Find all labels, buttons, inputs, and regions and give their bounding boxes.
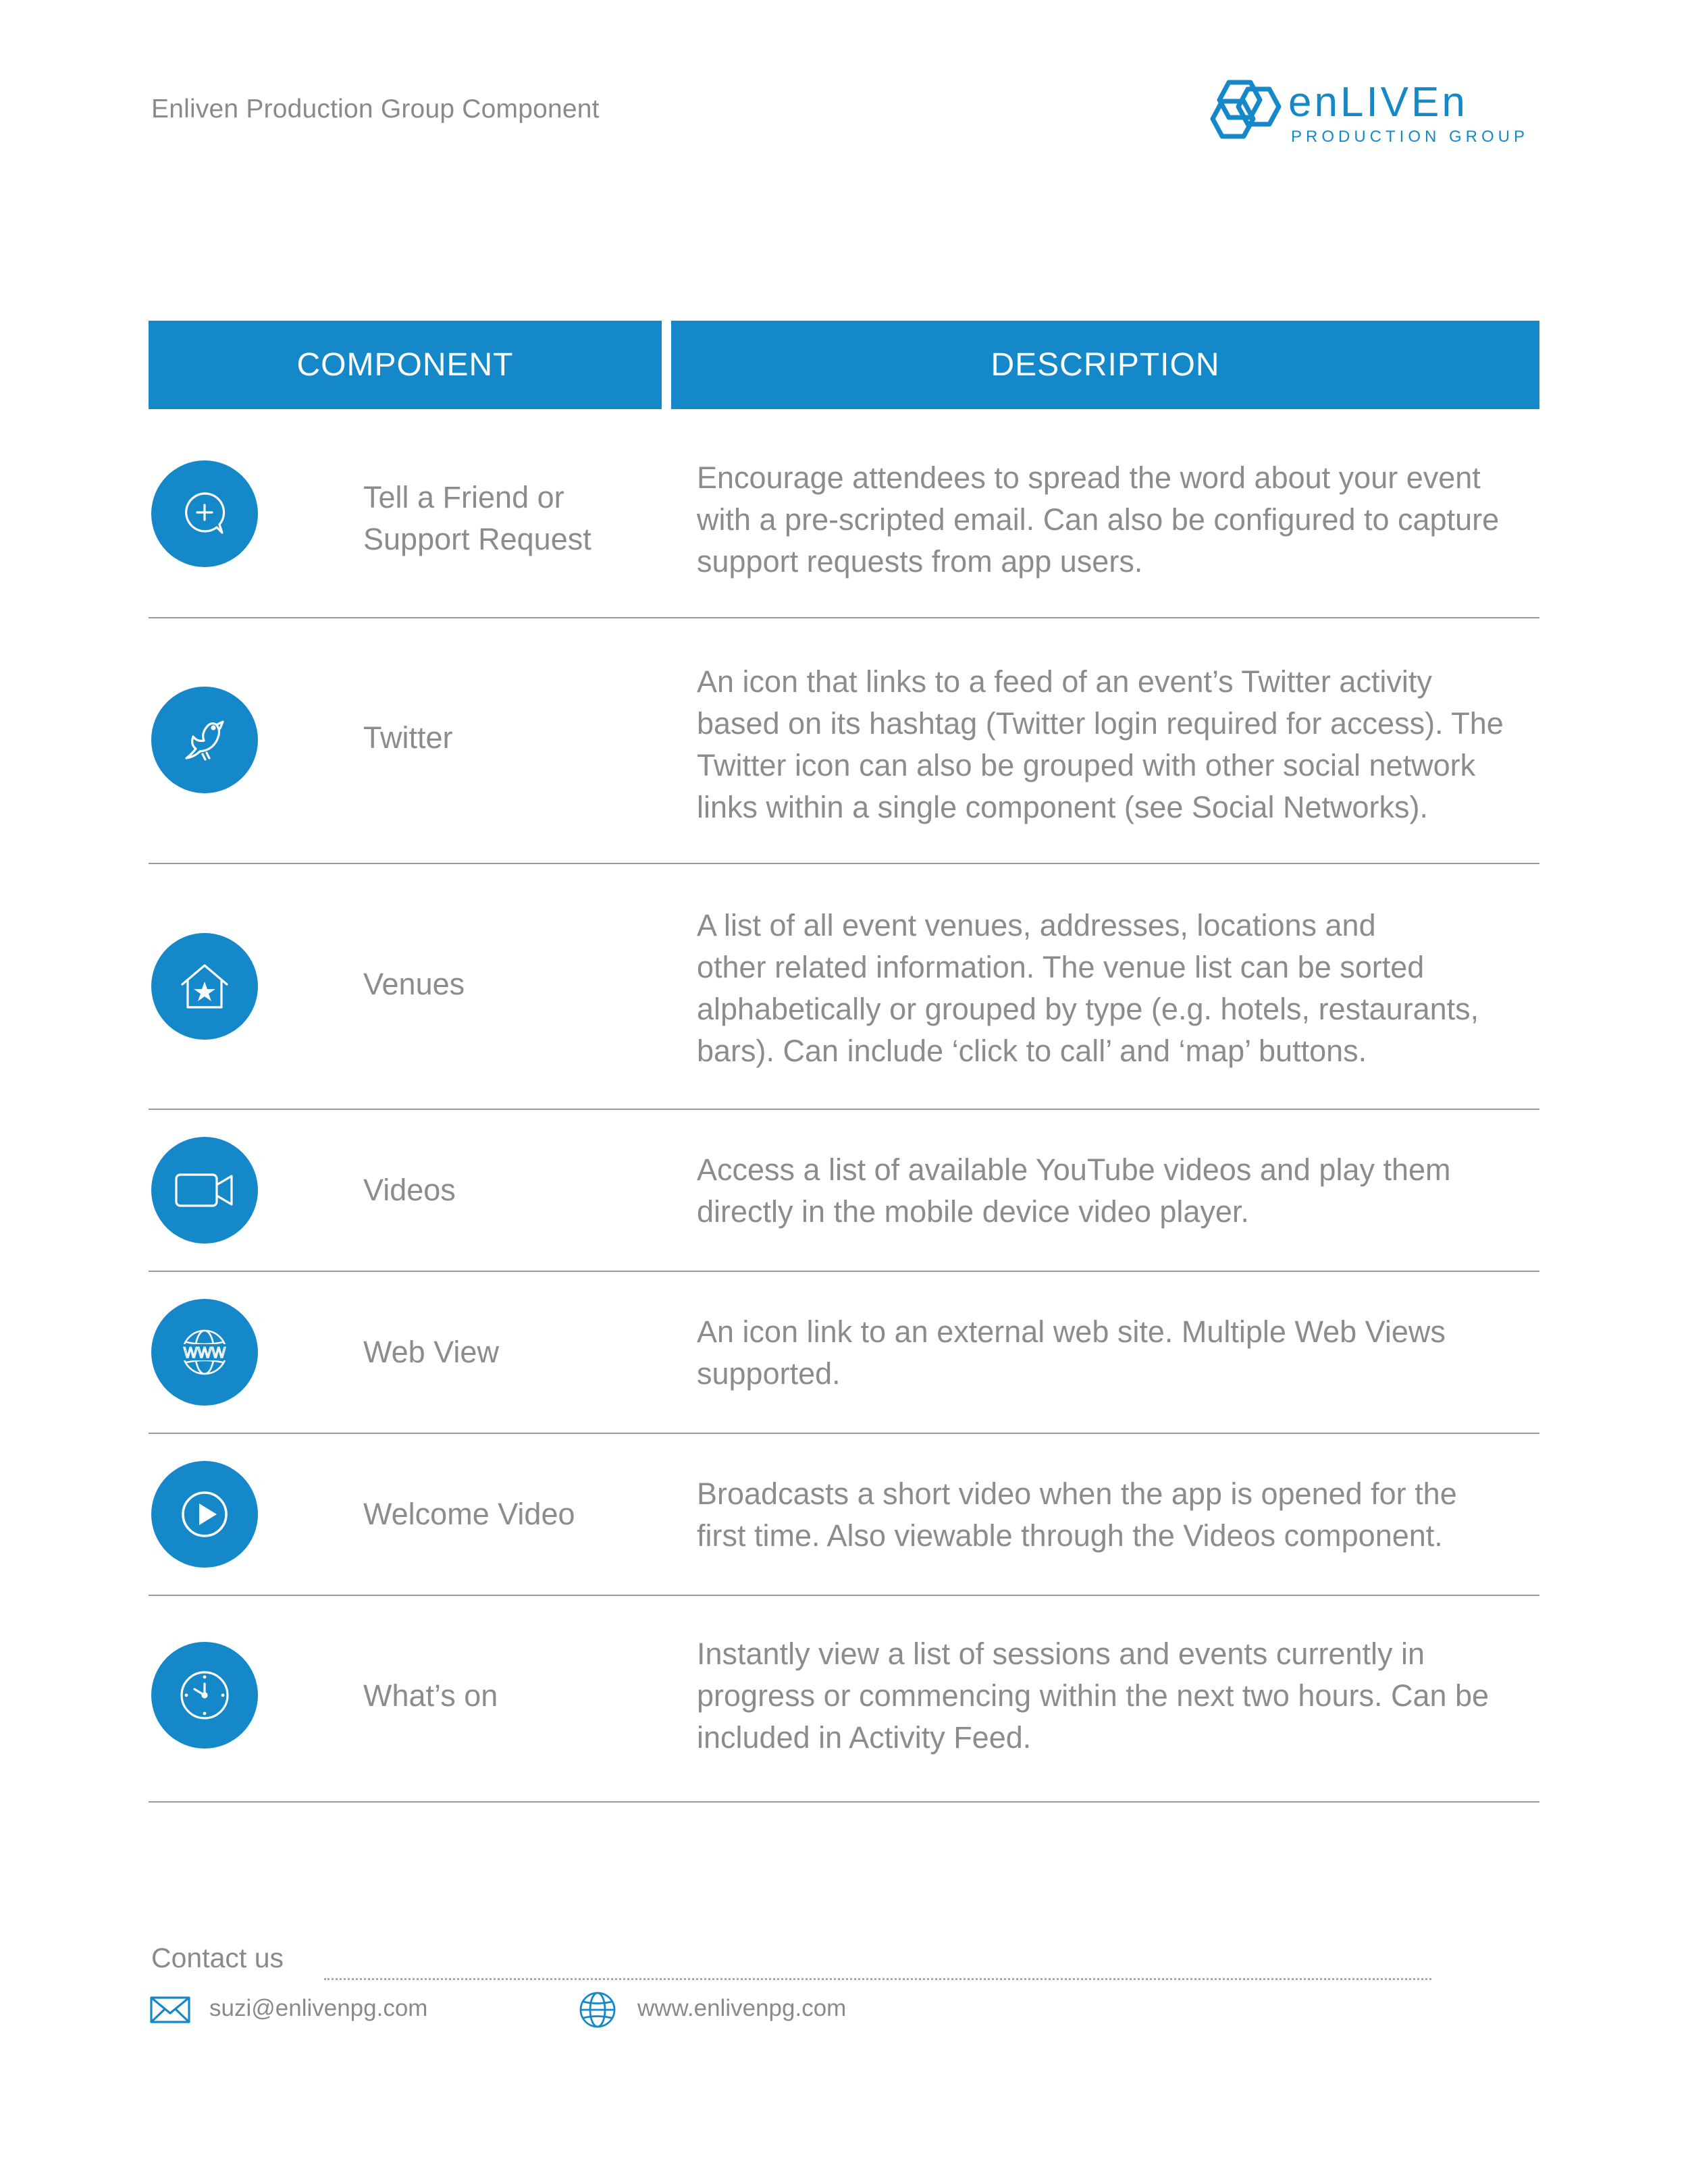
- component-name: Tell a Friend or Support Request: [363, 480, 591, 556]
- component-description: An icon link to an external web site. Multiple Web Views supported.: [697, 1314, 1446, 1391]
- twitter-bird-icon: [151, 687, 258, 793]
- component-description: Access a list of available YouTube videos and play them directly in the mobile device video player.: [697, 1152, 1451, 1229]
- document-title: Enliven Production Group Component: [151, 95, 600, 124]
- column-header-component: COMPONENT: [149, 321, 662, 409]
- component-description: Encourage attendees to spread the word about your event with a pre-scripted email. Can also be configured to capture support requests from app users.: [697, 460, 1500, 579]
- svg-text:PRODUCTION GROUP: PRODUCTION GROUP: [1291, 128, 1529, 146]
- table-row: [149, 864, 1539, 1110]
- house-star-icon: [151, 933, 258, 1040]
- table-row: [149, 618, 1539, 864]
- table-row: [149, 1434, 1539, 1596]
- component-name: Videos: [363, 1173, 456, 1207]
- component-name: Twitter: [363, 720, 453, 755]
- contact-label: Contact us: [151, 1942, 284, 1973]
- chat-plus-icon: [151, 460, 258, 567]
- table-row: [149, 409, 1539, 618]
- component-name: Web View: [363, 1335, 499, 1369]
- email-link[interactable]: suzi@enlivenpg.com: [209, 1995, 428, 2021]
- globe-icon: [578, 1990, 617, 2033]
- website-link[interactable]: www.enlivenpg.com: [637, 1995, 847, 2021]
- play-circle-icon: [151, 1461, 258, 1568]
- component-name: Venues: [363, 967, 465, 1001]
- table-row: [149, 1110, 1539, 1272]
- globe-www-icon: [151, 1299, 258, 1406]
- svg-text:WWW: WWW: [183, 1344, 226, 1361]
- component-description: Broadcasts a short video when the app is opened for the first time. Also viewable through the Videos component.: [697, 1476, 1457, 1553]
- dotted-divider: [324, 1978, 1431, 1980]
- table-row: [149, 1596, 1539, 1803]
- component-description: Instantly view a list of sessions and events currently in progress or commencing within the next two hours. Can be included in Activity Feed.: [697, 1636, 1489, 1755]
- enliven-logo: [1209, 74, 1539, 149]
- video-camera-icon: [151, 1137, 258, 1244]
- component-name: Welcome Video: [363, 1497, 575, 1531]
- clock-icon: [151, 1642, 258, 1749]
- envelope-icon: [150, 1996, 190, 2027]
- column-header-description: DESCRIPTION: [671, 321, 1539, 409]
- component-name: What’s on: [363, 1678, 498, 1713]
- svg-text:enLIVEn: enLIVEn: [1288, 79, 1468, 126]
- component-description: A list of all event venues, addresses, locations and other related information. The venue list can be sorted alphabetically or grouped by type (e.g. hotels, restaurants, bars). Can include ‘click to call’ and ‘map’ buttons.: [697, 908, 1479, 1068]
- table-row: [149, 1272, 1539, 1434]
- component-description: An icon that links to a feed of an event’s Twitter activity based on its hashtag (Twitter login required for access). The Twitter icon can also be grouped with other social network links within a single component (see Social Networks).: [697, 664, 1504, 824]
